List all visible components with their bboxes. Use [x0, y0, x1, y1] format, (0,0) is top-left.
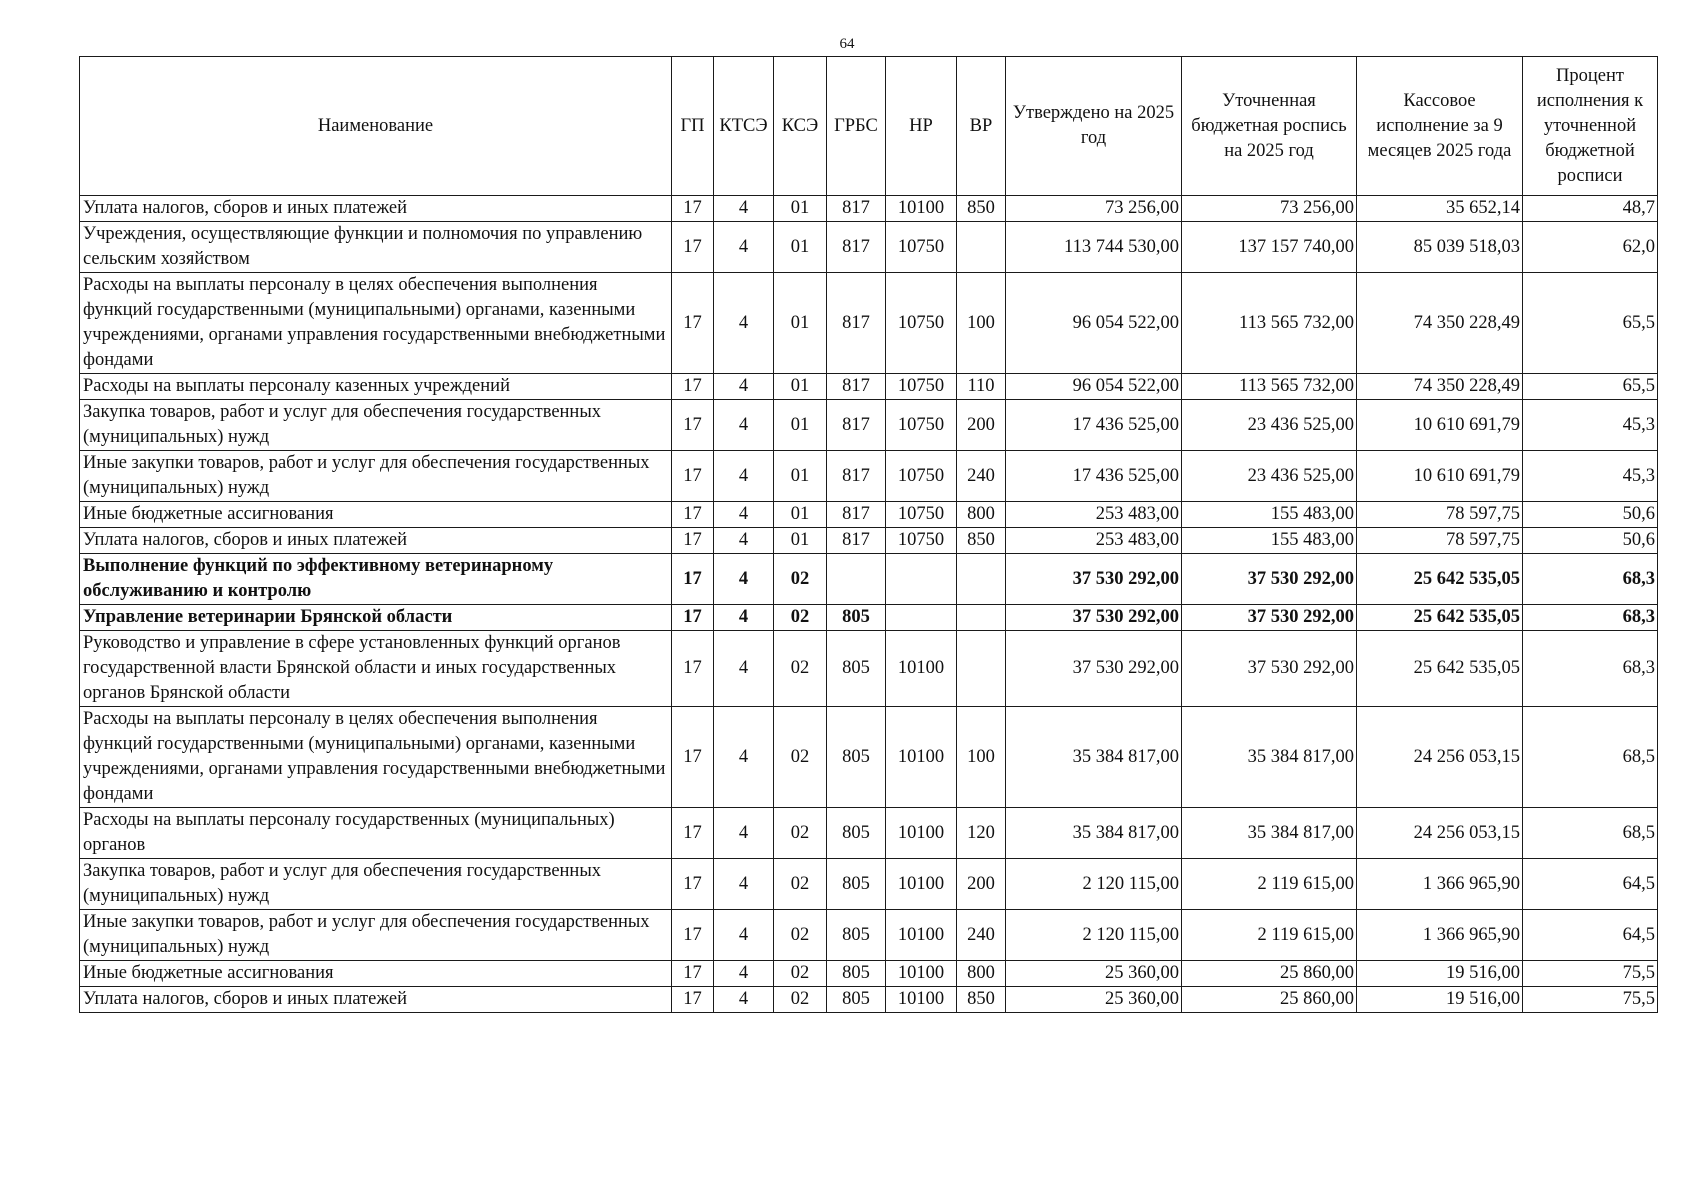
column-header-grbs: ГРБС	[827, 57, 886, 196]
cell-ktse: 4	[714, 987, 774, 1013]
cell-cash: 19 516,00	[1357, 961, 1523, 987]
cell-approved: 96 054 522,00	[1006, 273, 1182, 374]
cell-gp: 17	[672, 222, 714, 273]
cell-vr: 110	[957, 374, 1006, 400]
cell-refined: 113 565 732,00	[1182, 374, 1357, 400]
cell-gp: 17	[672, 987, 714, 1013]
cell-cash: 78 597,75	[1357, 528, 1523, 554]
budget-execution-table	[79, 56, 1658, 1013]
column-header-refined: Уточненная бюджетная роспись на 2025 год	[1182, 57, 1357, 196]
cell-approved: 35 384 817,00	[1006, 707, 1182, 808]
cell-gp: 17	[672, 859, 714, 910]
cell-percent: 48,7	[1523, 196, 1658, 222]
cell-cash: 10 610 691,79	[1357, 451, 1523, 502]
cell-vr	[957, 631, 1006, 707]
cell-refined: 23 436 525,00	[1182, 451, 1357, 502]
cell-nr: 10100	[886, 961, 957, 987]
cell-kse: 02	[774, 910, 827, 961]
cell-kse: 01	[774, 222, 827, 273]
cell-nr: 10100	[886, 631, 957, 707]
cell-refined: 2 119 615,00	[1182, 910, 1357, 961]
column-header-percent: Процент исполнения к уточненной бюджетной росписи	[1523, 57, 1658, 196]
cell-vr: 100	[957, 273, 1006, 374]
cell-percent: 64,5	[1523, 859, 1658, 910]
cell-percent: 65,5	[1523, 273, 1658, 374]
cell-name: Уплата налогов, сборов и иных платежей	[80, 196, 672, 222]
cell-vr: 850	[957, 528, 1006, 554]
cell-cash: 24 256 053,15	[1357, 808, 1523, 859]
table-row	[80, 808, 1658, 859]
cell-refined: 137 157 740,00	[1182, 222, 1357, 273]
cell-ktse: 4	[714, 859, 774, 910]
cell-approved: 2 120 115,00	[1006, 859, 1182, 910]
cell-approved: 96 054 522,00	[1006, 374, 1182, 400]
cell-grbs	[827, 554, 886, 605]
cell-gp: 17	[672, 910, 714, 961]
cell-nr: 10100	[886, 910, 957, 961]
cell-approved: 35 384 817,00	[1006, 808, 1182, 859]
cell-nr: 10100	[886, 707, 957, 808]
cell-refined: 37 530 292,00	[1182, 554, 1357, 605]
cell-ktse: 4	[714, 808, 774, 859]
table-row	[80, 961, 1658, 987]
cell-kse: 02	[774, 707, 827, 808]
table-row	[80, 554, 1658, 605]
table-row	[80, 451, 1658, 502]
cell-kse: 01	[774, 528, 827, 554]
cell-ktse: 4	[714, 273, 774, 374]
cell-kse: 01	[774, 273, 827, 374]
cell-grbs: 805	[827, 808, 886, 859]
cell-percent: 64,5	[1523, 910, 1658, 961]
cell-grbs: 817	[827, 502, 886, 528]
cell-approved: 17 436 525,00	[1006, 400, 1182, 451]
cell-gp: 17	[672, 502, 714, 528]
cell-nr	[886, 554, 957, 605]
cell-name: Управление ветеринарии Брянской области	[80, 605, 672, 631]
cell-percent: 68,3	[1523, 605, 1658, 631]
cell-approved: 253 483,00	[1006, 502, 1182, 528]
cell-approved: 113 744 530,00	[1006, 222, 1182, 273]
cell-vr: 850	[957, 987, 1006, 1013]
cell-ktse: 4	[714, 631, 774, 707]
cell-refined: 35 384 817,00	[1182, 808, 1357, 859]
cell-kse: 01	[774, 502, 827, 528]
cell-name: Закупка товаров, работ и услуг для обеспечения государственных (муниципальных) нужд	[80, 400, 672, 451]
cell-cash: 24 256 053,15	[1357, 707, 1523, 808]
cell-refined: 25 860,00	[1182, 961, 1357, 987]
cell-grbs: 817	[827, 196, 886, 222]
cell-vr: 240	[957, 451, 1006, 502]
cell-percent: 45,3	[1523, 451, 1658, 502]
cell-name: Иные закупки товаров, работ и услуг для обеспечения государственных (муниципальных) нужд	[80, 910, 672, 961]
cell-gp: 17	[672, 808, 714, 859]
cell-percent: 68,3	[1523, 631, 1658, 707]
cell-nr: 10750	[886, 451, 957, 502]
cell-kse: 02	[774, 961, 827, 987]
cell-kse: 02	[774, 631, 827, 707]
table-row	[80, 196, 1658, 222]
table-body	[80, 196, 1658, 1013]
table-row	[80, 605, 1658, 631]
cell-ktse: 4	[714, 528, 774, 554]
cell-kse: 02	[774, 808, 827, 859]
cell-gp: 17	[672, 196, 714, 222]
cell-kse: 02	[774, 554, 827, 605]
cell-ktse: 4	[714, 605, 774, 631]
cell-gp: 17	[672, 273, 714, 374]
cell-name: Иные закупки товаров, работ и услуг для обеспечения государственных (муниципальных) нужд	[80, 451, 672, 502]
cell-refined: 155 483,00	[1182, 528, 1357, 554]
cell-gp: 17	[672, 528, 714, 554]
cell-name: Уплата налогов, сборов и иных платежей	[80, 528, 672, 554]
cell-grbs: 805	[827, 910, 886, 961]
cell-approved: 73 256,00	[1006, 196, 1182, 222]
column-header-name: Наименование	[80, 57, 672, 196]
column-header-approved: Утверждено на 2025 год	[1006, 57, 1182, 196]
cell-grbs: 805	[827, 859, 886, 910]
cell-refined: 37 530 292,00	[1182, 631, 1357, 707]
cell-name: Закупка товаров, работ и услуг для обеспечения государственных (муниципальных) нужд	[80, 859, 672, 910]
cell-grbs: 817	[827, 273, 886, 374]
cell-gp: 17	[672, 605, 714, 631]
cell-grbs: 817	[827, 451, 886, 502]
column-header-ktse: КТСЭ	[714, 57, 774, 196]
cell-gp: 17	[672, 374, 714, 400]
cell-approved: 37 530 292,00	[1006, 631, 1182, 707]
cell-grbs: 817	[827, 528, 886, 554]
table-row	[80, 910, 1658, 961]
cell-approved: 253 483,00	[1006, 528, 1182, 554]
cell-approved: 37 530 292,00	[1006, 554, 1182, 605]
cell-ktse: 4	[714, 910, 774, 961]
cell-name: Расходы на выплаты персоналу казенных учреждений	[80, 374, 672, 400]
cell-name: Расходы на выплаты персоналу в целях обеспечения выполнения функций государственными (муниципальными) органами, казенными учреждениями, органами управления государственными внебюджетными фондами	[80, 707, 672, 808]
cell-cash: 74 350 228,49	[1357, 273, 1523, 374]
cell-percent: 62,0	[1523, 222, 1658, 273]
cell-ktse: 4	[714, 196, 774, 222]
cell-kse: 02	[774, 859, 827, 910]
cell-nr: 10100	[886, 859, 957, 910]
table-row	[80, 502, 1658, 528]
cell-name: Иные бюджетные ассигнования	[80, 502, 672, 528]
cell-gp: 17	[672, 400, 714, 451]
cell-cash: 25 642 535,05	[1357, 605, 1523, 631]
cell-name: Иные бюджетные ассигнования	[80, 961, 672, 987]
cell-cash: 25 642 535,05	[1357, 631, 1523, 707]
cell-gp: 17	[672, 451, 714, 502]
cell-approved: 2 120 115,00	[1006, 910, 1182, 961]
cell-name: Руководство и управление в сфере установленных функций органов государственной власти Брянской области и иных государственных органов Брянской области	[80, 631, 672, 707]
table-row	[80, 859, 1658, 910]
table-row	[80, 528, 1658, 554]
cell-kse: 02	[774, 605, 827, 631]
cell-percent: 68,3	[1523, 554, 1658, 605]
cell-vr: 100	[957, 707, 1006, 808]
cell-grbs: 817	[827, 374, 886, 400]
cell-ktse: 4	[714, 554, 774, 605]
cell-grbs: 817	[827, 400, 886, 451]
table-row	[80, 374, 1658, 400]
cell-grbs: 805	[827, 631, 886, 707]
cell-refined: 155 483,00	[1182, 502, 1357, 528]
cell-grbs: 805	[827, 987, 886, 1013]
cell-percent: 45,3	[1523, 400, 1658, 451]
cell-vr: 800	[957, 961, 1006, 987]
cell-refined: 25 860,00	[1182, 987, 1357, 1013]
column-header-cash: Кассовое исполнение за 9 месяцев 2025 года	[1357, 57, 1523, 196]
cell-nr: 10100	[886, 196, 957, 222]
cell-ktse: 4	[714, 374, 774, 400]
cell-nr: 10100	[886, 808, 957, 859]
cell-vr: 120	[957, 808, 1006, 859]
cell-refined: 37 530 292,00	[1182, 605, 1357, 631]
cell-name: Расходы на выплаты персоналу в целях обеспечения выполнения функций государственными (муниципальными) органами, казенными учреждениями, органами управления государственными внебюджетными фондами	[80, 273, 672, 374]
cell-vr	[957, 605, 1006, 631]
cell-refined: 23 436 525,00	[1182, 400, 1357, 451]
cell-ktse: 4	[714, 451, 774, 502]
cell-nr: 10100	[886, 987, 957, 1013]
cell-percent: 50,6	[1523, 502, 1658, 528]
cell-percent: 75,5	[1523, 987, 1658, 1013]
cell-cash: 78 597,75	[1357, 502, 1523, 528]
cell-refined: 35 384 817,00	[1182, 707, 1357, 808]
page-number: 64	[839, 36, 855, 52]
cell-kse: 01	[774, 400, 827, 451]
cell-kse: 01	[774, 451, 827, 502]
cell-vr: 200	[957, 859, 1006, 910]
cell-percent: 65,5	[1523, 374, 1658, 400]
cell-vr	[957, 554, 1006, 605]
cell-percent: 68,5	[1523, 707, 1658, 808]
cell-vr: 800	[957, 502, 1006, 528]
cell-name: Уплата налогов, сборов и иных платежей	[80, 987, 672, 1013]
table-header-row	[80, 57, 1658, 196]
cell-grbs: 805	[827, 605, 886, 631]
table-row	[80, 987, 1658, 1013]
cell-name: Расходы на выплаты персоналу государственных (муниципальных) органов	[80, 808, 672, 859]
cell-refined: 113 565 732,00	[1182, 273, 1357, 374]
cell-grbs: 805	[827, 707, 886, 808]
column-header-nr: НР	[886, 57, 957, 196]
cell-approved: 25 360,00	[1006, 987, 1182, 1013]
cell-approved: 17 436 525,00	[1006, 451, 1182, 502]
cell-kse: 01	[774, 196, 827, 222]
cell-vr: 240	[957, 910, 1006, 961]
table-row	[80, 631, 1658, 707]
cell-cash: 1 366 965,90	[1357, 910, 1523, 961]
cell-cash: 19 516,00	[1357, 987, 1523, 1013]
table-row	[80, 400, 1658, 451]
cell-cash: 1 366 965,90	[1357, 859, 1523, 910]
cell-grbs: 817	[827, 222, 886, 273]
cell-cash: 25 642 535,05	[1357, 554, 1523, 605]
cell-ktse: 4	[714, 400, 774, 451]
cell-nr: 10750	[886, 528, 957, 554]
cell-vr	[957, 222, 1006, 273]
cell-name: Учреждения, осуществляющие функции и полномочия по управлению сельским хозяйством	[80, 222, 672, 273]
cell-kse: 01	[774, 374, 827, 400]
cell-refined: 73 256,00	[1182, 196, 1357, 222]
cell-percent: 50,6	[1523, 528, 1658, 554]
table-row	[80, 273, 1658, 374]
column-header-kse: КСЭ	[774, 57, 827, 196]
cell-nr: 10750	[886, 222, 957, 273]
cell-grbs: 805	[827, 961, 886, 987]
cell-nr: 10750	[886, 374, 957, 400]
cell-gp: 17	[672, 631, 714, 707]
column-header-vr: ВР	[957, 57, 1006, 196]
table-row	[80, 222, 1658, 273]
cell-nr: 10750	[886, 400, 957, 451]
cell-nr	[886, 605, 957, 631]
cell-approved: 25 360,00	[1006, 961, 1182, 987]
cell-gp: 17	[672, 554, 714, 605]
cell-cash: 74 350 228,49	[1357, 374, 1523, 400]
cell-ktse: 4	[714, 961, 774, 987]
cell-approved: 37 530 292,00	[1006, 605, 1182, 631]
cell-percent: 68,5	[1523, 808, 1658, 859]
column-header-gp: ГП	[672, 57, 714, 196]
cell-vr: 200	[957, 400, 1006, 451]
cell-refined: 2 119 615,00	[1182, 859, 1357, 910]
cell-cash: 10 610 691,79	[1357, 400, 1523, 451]
cell-ktse: 4	[714, 222, 774, 273]
cell-ktse: 4	[714, 707, 774, 808]
cell-percent: 75,5	[1523, 961, 1658, 987]
cell-gp: 17	[672, 707, 714, 808]
cell-nr: 10750	[886, 273, 957, 374]
cell-vr: 850	[957, 196, 1006, 222]
table-row	[80, 707, 1658, 808]
cell-ktse: 4	[714, 502, 774, 528]
cell-name: Выполнение функций по эффективному ветеринарному обслуживанию и контролю	[80, 554, 672, 605]
cell-cash: 85 039 518,03	[1357, 222, 1523, 273]
cell-gp: 17	[672, 961, 714, 987]
cell-nr: 10750	[886, 502, 957, 528]
cell-kse: 02	[774, 987, 827, 1013]
cell-cash: 35 652,14	[1357, 196, 1523, 222]
